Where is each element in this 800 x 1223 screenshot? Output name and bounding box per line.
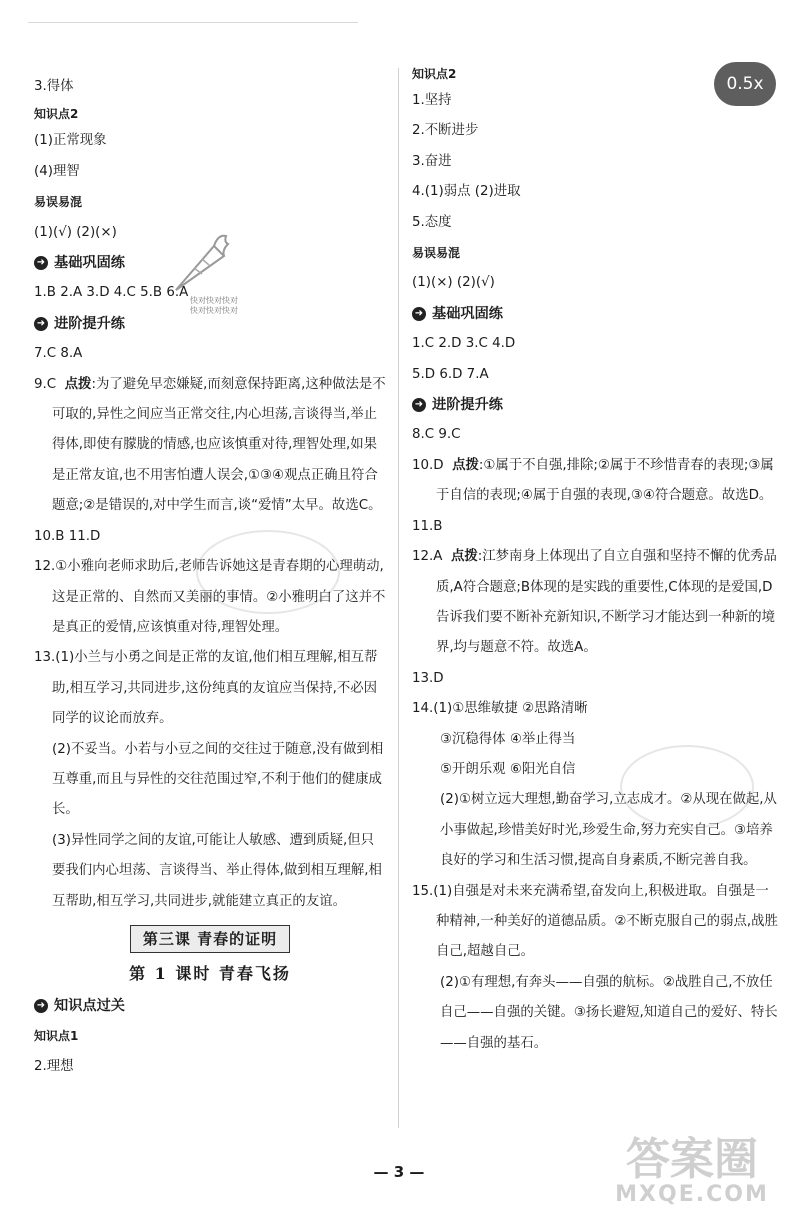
- answer-line: 13.D: [412, 670, 444, 686]
- answer-paragraph: (2)①有理想,有奔头——自强的航标。②战胜自己,不放任自己——自强的关键。③扬长避短,知道自己的爱好、特长——自强的基石。: [440, 974, 778, 1051]
- answer-line: (1)(×) (2)(√): [412, 275, 495, 291]
- answer-line: ⑤开朗乐观 ⑥阳光自信: [440, 761, 576, 777]
- easy-mistake-heading: 易误易混: [412, 246, 461, 261]
- section-title: 进阶提升练: [432, 397, 503, 414]
- answer-line: 1.C 2.D 3.C 4.D: [412, 336, 516, 352]
- top-rule: [28, 22, 358, 23]
- knowledge-point-heading: 知识点1: [34, 1029, 79, 1044]
- watermark-text: 答案圈: [626, 1134, 758, 1185]
- answer-line: (4)理智: [34, 163, 80, 179]
- answer-line: 14.(1)①思维敏捷 ②思路清晰: [412, 701, 588, 717]
- hint-label: 点拨: [450, 549, 478, 565]
- answer-line: (1)(√) (2)(×): [34, 224, 117, 240]
- section-title: 基础巩固练: [432, 305, 503, 322]
- answer-paragraph: (2)①树立远大理想,勤奋学习,立志成才。②从现在做起,从小事做起,珍惜美好时光,珍爱生命,努力充实自己。③培养良好的学习和生活习惯,提高自身素质,不断完善自我。: [440, 792, 777, 869]
- arrow-circle-icon: ➜: [34, 256, 48, 270]
- hint-label: 点拨: [64, 376, 92, 392]
- answer-line: 2.不断进步: [412, 123, 479, 139]
- hint-label: 点拨: [452, 457, 479, 473]
- knowledge-point-heading: 知识点2: [412, 67, 457, 81]
- answer-line: 1.B 2.A 3.D 4.C 5.B 6.A: [34, 285, 189, 301]
- watermark-url: MXQE.COM: [615, 1182, 769, 1207]
- arrow-circle-icon: ➜: [34, 317, 48, 331]
- column-divider: [398, 68, 399, 1128]
- answer-line: 8.C 9.C: [412, 427, 461, 443]
- right-column: [412, 60, 782, 1059]
- answer-paragraph: (2)不妥当。小若与小豆之间的交往过于随意,没有做到相互尊重,而且与异性的交往范围过窄,不利于他们的健康成长。: [52, 741, 384, 818]
- answer-line: 5.态度: [412, 214, 452, 230]
- answer-line: ③沉稳得体 ④举止得当: [440, 731, 576, 747]
- answer-paragraph: [412, 542, 782, 664]
- class-period-title: 第 1 课时 青春飞扬: [129, 963, 291, 983]
- question-number: 10.D: [412, 457, 444, 473]
- section-heading-basic: [412, 299, 782, 329]
- answer-paragraph: [34, 370, 386, 522]
- playback-speed-button[interactable]: 0.5x: [714, 62, 776, 106]
- section-heading-advanced: [34, 309, 386, 339]
- section-heading-knowledge: [34, 991, 386, 1021]
- question-number: 12.A: [412, 549, 443, 565]
- answer-paragraph: [412, 451, 782, 512]
- answer-paragraph: 12.①小雅向老师求助后,老师告诉她这是青春期的心理萌动,这是正常的、自然而又美丽的事情。②小雅明白了这并不是真正的爱情,应该慎重对待,理智处理。: [34, 559, 386, 635]
- carrot-caption: 快对快对快对 快对快对快对: [190, 296, 238, 315]
- answer-line: 3.奋进: [412, 153, 452, 169]
- site-watermark: [592, 1134, 792, 1218]
- answer-line: 7.C 8.A: [34, 346, 83, 362]
- answer-line: 4.(1)弱点 (2)进取: [412, 184, 521, 200]
- section-title: 知识点过关: [54, 997, 125, 1014]
- easy-mistake-heading: 易误易混: [34, 195, 83, 210]
- answer-paragraph: (3)异性同学之间的友谊,可能让人敏感、遭到质疑,但只要我们内心坦荡、言谈得当、举止得体,做到相互理解,相互帮助,相互学习,共同进步,就能建立真正的友谊。: [52, 832, 382, 909]
- answer-line: 2.理想: [34, 1058, 74, 1074]
- section-heading-advanced: [412, 390, 782, 420]
- answer-paragraph: 13.(1)小兰与小勇之间是正常的友谊,他们相互理解,相互帮助,相互学习,共同进步,这份纯真的友谊应当保持,不必因同学的议论而放弃。: [34, 650, 378, 727]
- left-column: [34, 60, 386, 1082]
- question-number: 9.C: [34, 376, 57, 392]
- answer-line: 1.坚持: [412, 93, 452, 108]
- answer-text: :①属于不自强,排除;②属于不珍惜青春的表现;③属于自信的表现;④属于自强的表现,③④符合题意。故选D。: [436, 457, 774, 504]
- section-title: 进阶提升练: [54, 315, 125, 332]
- answer-line: 10.B 11.D: [34, 528, 101, 544]
- section-heading-basic: [34, 248, 386, 278]
- arrow-circle-icon: ➜: [34, 999, 48, 1013]
- answer-line: 11.B: [412, 518, 443, 534]
- answer-text: :江梦南身上体现出了自立自强和坚持不懈的优秀品质,A符合题意;B体现的是实践的重要性,C体现的是爱国,D告诉我们要不断补充新知识,不断学习才能达到一种新的境界,均与题意不符。故选A。: [436, 549, 777, 656]
- answer-line: 5.D 6.D 7.A: [412, 366, 489, 382]
- section-title: 基础巩固练: [54, 255, 125, 272]
- answer-line: 3.得体: [34, 79, 74, 94]
- arrow-circle-icon: ➜: [412, 307, 426, 321]
- answer-paragraph: 15.(1)自强是对未来充满希望,奋发向上,积极进取。自强是一种精神,一种美好的道德品质。②不断克服自己的弱点,战胜自己,超越自己。: [412, 883, 778, 960]
- answer-line: (1)正常现象: [34, 133, 107, 149]
- lesson-box: [34, 925, 386, 953]
- knowledge-point-heading: 知识点2: [34, 107, 79, 122]
- lesson-title-box: 第三课 青春的证明: [130, 925, 290, 953]
- arrow-circle-icon: ➜: [412, 398, 426, 412]
- page-number: — 3 —: [373, 1163, 425, 1181]
- answer-text: :为了避免早恋嫌疑,而刻意保持距离,这种做法是不可取的,异性之间应当正常交往,内心坦荡,言谈得当,举止得体,即使有朦胧的情感,也应该慎重对待,理智处理,如果是正常友谊,也不用害怕遭人误会,①③④观点正确且符合题意;②是错误的,对中学生而言,谈“爱情”太早。故选C。: [52, 376, 386, 514]
